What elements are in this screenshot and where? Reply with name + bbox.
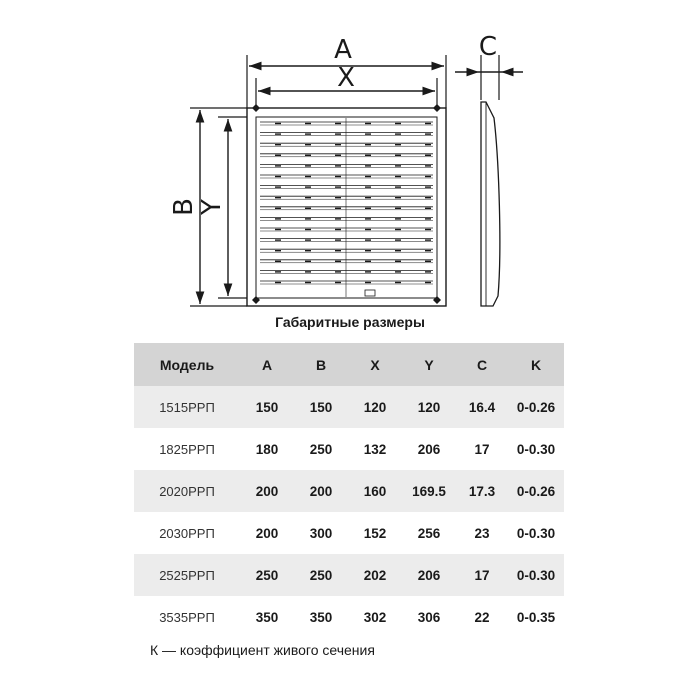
cell-b: 200 <box>294 470 348 512</box>
cell-y: 206 <box>417 441 441 457</box>
cell-k: 0-0.30 <box>516 441 556 457</box>
cell-a: 150 <box>240 386 294 428</box>
cell-y: 306 <box>417 609 441 625</box>
table-row <box>134 428 564 470</box>
cell-a: 350 <box>255 609 279 625</box>
header-model: Модель <box>134 343 240 386</box>
label-y: Y <box>197 199 227 215</box>
cell-b: 150 <box>294 386 348 428</box>
cell-model: 2020РРП <box>134 470 240 512</box>
cell-a: 200 <box>240 470 294 512</box>
cell-c: 17 <box>474 441 490 457</box>
cell-y: 169.5 <box>402 470 456 512</box>
header-x: X <box>348 343 402 386</box>
header-c: C <box>456 343 508 386</box>
cell-k: 0-0.30 <box>516 525 556 541</box>
cell-x: 120 <box>348 386 402 428</box>
cell-model: 1515РРП <box>134 386 240 428</box>
table-header-row <box>134 343 564 386</box>
cell-a: 250 <box>240 554 294 596</box>
cell-k: 0-0.26 <box>508 470 564 512</box>
header-y: Y <box>402 343 456 386</box>
cell-k: 0-0.30 <box>508 554 564 596</box>
cell-y: 256 <box>417 525 441 541</box>
cell-c: 17 <box>456 554 508 596</box>
grille-handle <box>365 290 375 296</box>
grille-inner-frame <box>256 117 437 298</box>
cell-c: 22 <box>474 609 490 625</box>
table-row <box>134 512 564 554</box>
specifications-table <box>134 343 564 638</box>
cell-k: 0-0.35 <box>516 609 556 625</box>
cell-x: 160 <box>348 470 402 512</box>
cell-a: 200 <box>255 525 279 541</box>
grille-technical-drawing <box>0 0 700 320</box>
cell-x: 132 <box>363 441 387 457</box>
cell-k: 0-0.26 <box>508 386 564 428</box>
cell-c: 17.3 <box>456 470 508 512</box>
cell-y: 206 <box>402 554 456 596</box>
cell-b: 250 <box>294 554 348 596</box>
header-k: K <box>508 343 564 386</box>
drawing-caption: Габаритные размеры <box>275 314 425 330</box>
cell-c: 23 <box>474 525 490 541</box>
header-b: B <box>294 343 348 386</box>
cell-model: 3535РРП <box>159 609 215 625</box>
label-b: B <box>169 198 199 216</box>
cell-b: 350 <box>309 609 333 625</box>
cell-model: 2525РРП <box>134 554 240 596</box>
cell-x: 202 <box>348 554 402 596</box>
cell-b: 250 <box>309 441 333 457</box>
cell-c: 16.4 <box>456 386 508 428</box>
table-row <box>134 386 564 428</box>
grille-front-view <box>247 104 446 306</box>
footnote: К — коэффициент живого сечения <box>150 642 375 658</box>
cell-x: 302 <box>363 609 387 625</box>
label-a: A <box>334 35 352 65</box>
label-x: X <box>337 63 355 93</box>
header-a: A <box>240 343 294 386</box>
cell-b: 300 <box>309 525 333 541</box>
cell-x: 152 <box>363 525 387 541</box>
cell-model: 2030РРП <box>159 525 215 541</box>
cell-y: 120 <box>402 386 456 428</box>
table-row <box>134 596 564 638</box>
grille-side-view <box>481 102 500 306</box>
cell-model: 1825РРП <box>159 441 215 457</box>
table-row <box>134 470 564 512</box>
table-row <box>134 554 564 596</box>
cell-a: 180 <box>255 441 279 457</box>
label-c: C <box>478 32 498 62</box>
